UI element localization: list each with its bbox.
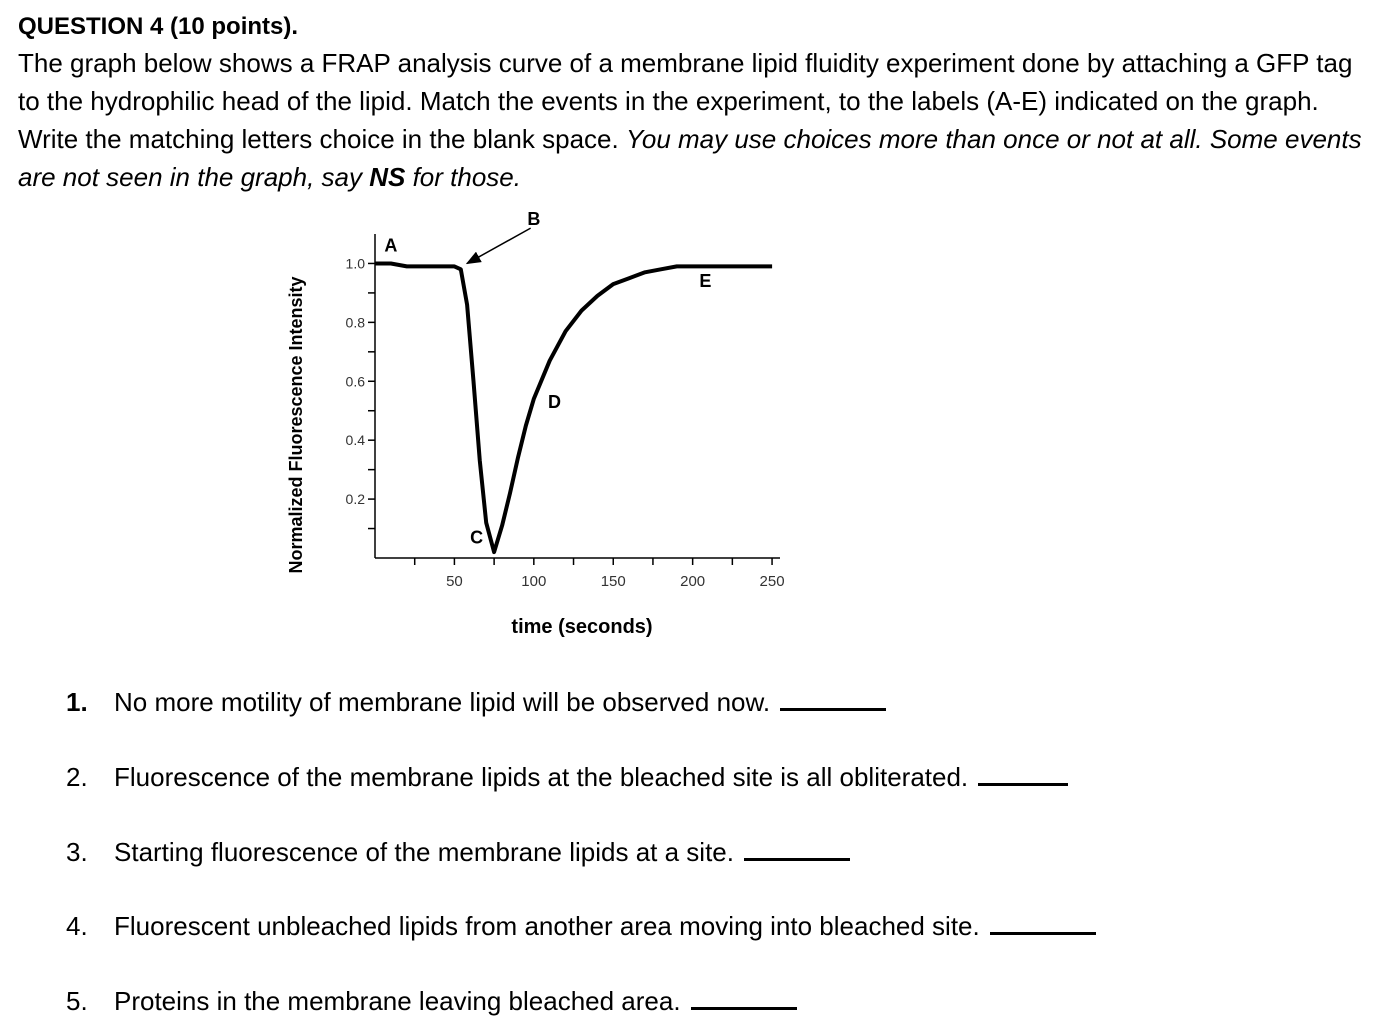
annotation-label-d: D: [547, 391, 561, 412]
answer-blank-5[interactable]: [691, 985, 797, 1010]
frap-curve: [375, 264, 772, 553]
curve: [375, 264, 772, 553]
item-number: 3.: [66, 837, 88, 867]
annotation-arrow: [467, 228, 531, 263]
y-tick-label: 1.0: [345, 255, 365, 272]
answer-blank-1[interactable]: [780, 686, 886, 711]
item-text: Fluorescence of the membrane lipids at the bleached site is all obliterated.: [114, 762, 969, 792]
annotations: [384, 209, 711, 547]
annotation-label-a: A: [384, 235, 398, 256]
x-tick-label: 100: [521, 573, 547, 590]
x-tick-label: 50: [446, 573, 463, 590]
item-text: Starting fluorescence of the membrane lipids at a site.: [114, 837, 734, 867]
y-tick-label: 0.8: [345, 314, 365, 331]
question-title: QUESTION 4 (10 points).: [18, 13, 299, 40]
axes: [375, 234, 780, 558]
ticks: [346, 255, 785, 590]
question-text-italic-2: for those.: [405, 162, 521, 192]
item-number: 4.: [66, 911, 88, 941]
item-number: 2.: [66, 762, 88, 792]
item-text: Fluorescent unbleached lipids from another area moving into bleached site.: [114, 911, 980, 941]
item-text: No more motility of membrane lipid will be observed now.: [114, 687, 771, 717]
item-number: 1.: [66, 687, 88, 717]
item-number: 5.: [66, 986, 88, 1016]
annotation-label-e: E: [699, 271, 712, 292]
list-item-5: [66, 985, 797, 1017]
question-text: [18, 44, 1378, 196]
x-tick-label: 150: [600, 573, 626, 590]
x-tick-label: 200: [680, 573, 706, 590]
y-tick-label: 0.2: [345, 491, 365, 508]
y-tick-label: 0.6: [345, 373, 365, 390]
answer-blank-4[interactable]: [990, 910, 1096, 935]
answer-blank-3[interactable]: [744, 836, 850, 861]
x-tick-label: 250: [759, 573, 785, 590]
question-header: [18, 10, 1378, 196]
question-text-italic-1: You may use choices more than once or not at all. Some events are not seen in the graph, say: [18, 124, 1362, 192]
item-text: Proteins in the membrane leaving bleached area.: [114, 986, 681, 1016]
frap-chart: [280, 209, 800, 640]
annotation-label-c: C: [470, 527, 484, 548]
y-tick-label: 0.4: [345, 432, 365, 449]
list-item-1: [66, 686, 886, 718]
x-axis-label: time (seconds): [511, 616, 653, 638]
answer-blank-2[interactable]: [978, 761, 1068, 786]
list-item-3: [66, 836, 850, 868]
list-item-4: [66, 910, 1096, 942]
annotation-label-b: B: [527, 209, 541, 230]
list-item-2: [66, 761, 1068, 793]
question-text-main: The graph below shows a FRAP analysis curve of a membrane lipid fluidity experiment done by attaching a GFP tag to the hydrophilic head of the lipid. Match the events in the experiment, to the labels (A-E) indicated on the graph. Write the matching letters choice in the blank space.: [18, 48, 1353, 154]
y-axis-label: Normalized Fluorescence Intensity: [286, 276, 306, 574]
question-text-ns: NS: [369, 162, 406, 192]
